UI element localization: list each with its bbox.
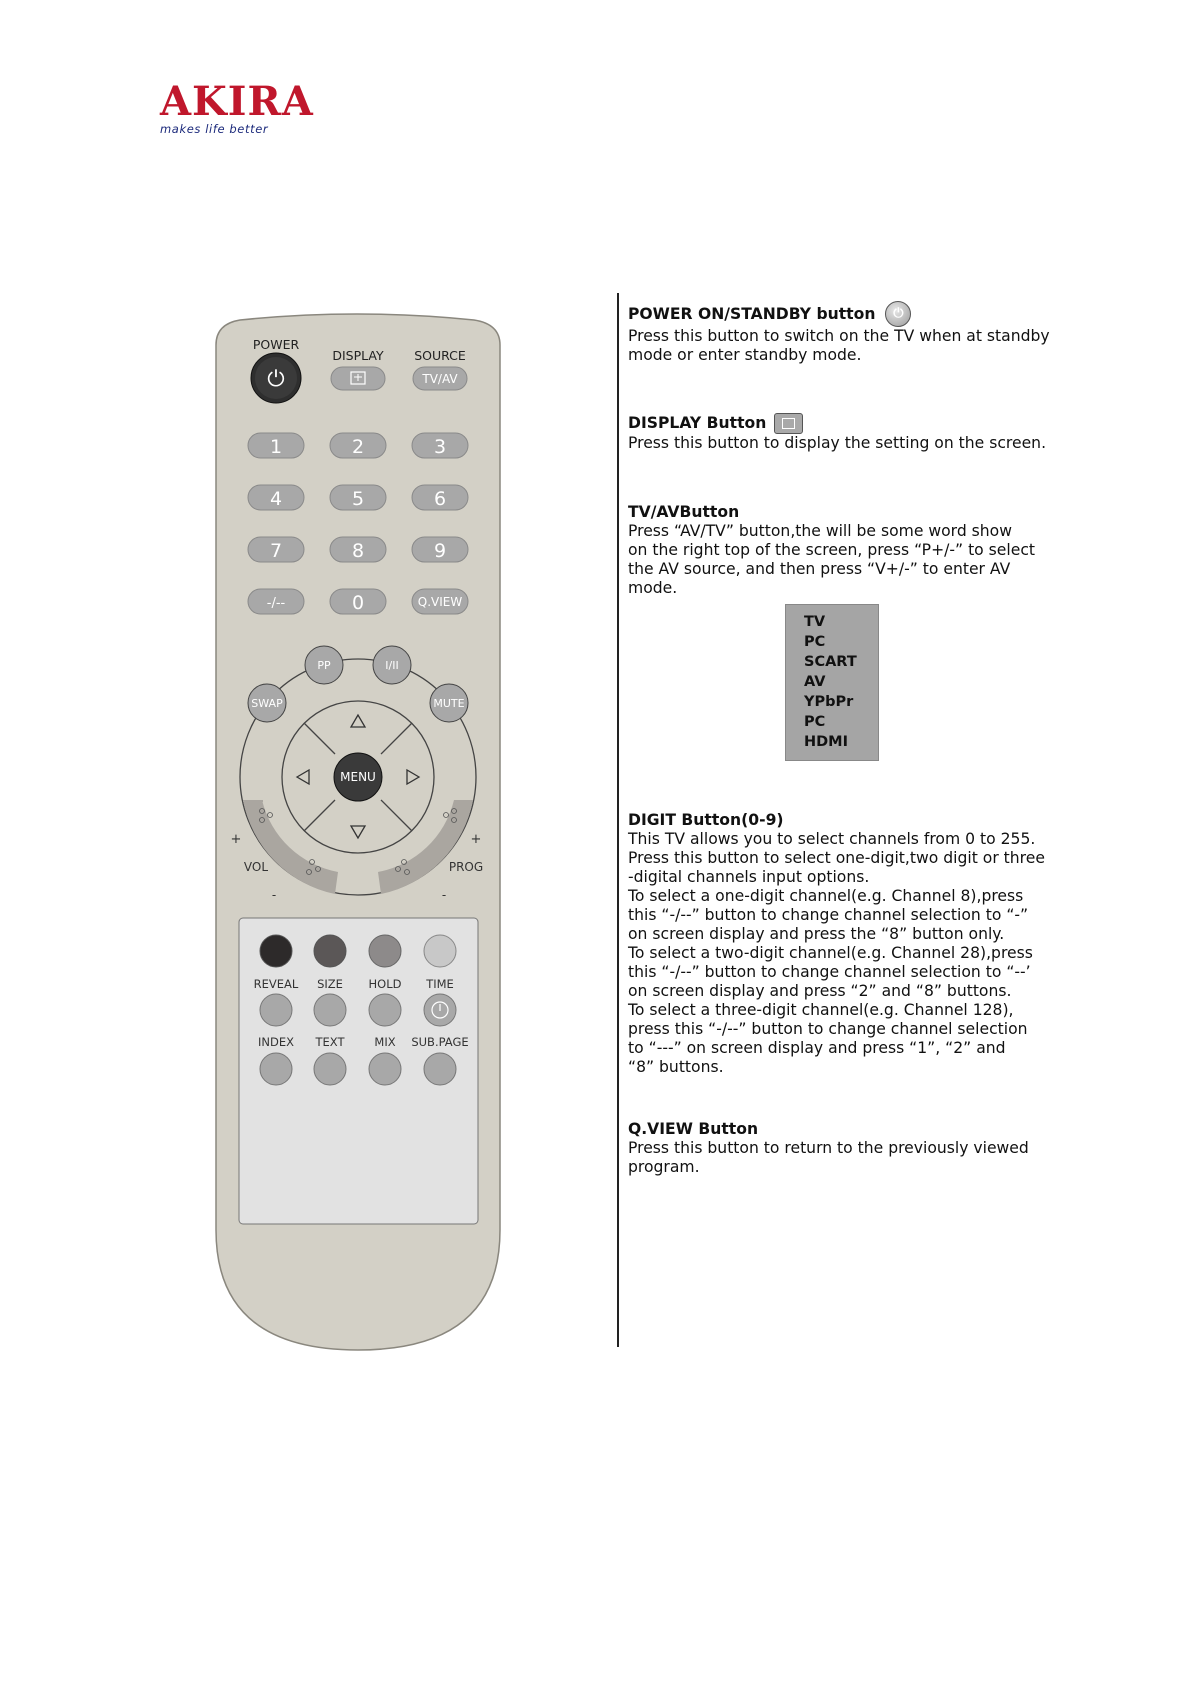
text-line: the AV source, and then press “V+/-” to enter AV: [628, 560, 1011, 578]
digit-5-label: 5: [351, 488, 365, 510]
index-button[interactable]: [260, 1053, 292, 1085]
text-line: this “-/--” button to change channel selection to “--’: [628, 963, 1031, 981]
qview-section-title: Q.VIEW Button: [628, 1120, 759, 1138]
text-line: Press this button to return to the previously viewed: [628, 1139, 1029, 1157]
mix-label: MIX: [374, 1035, 396, 1049]
display-button[interactable]: [331, 367, 385, 390]
text-line: press this “-/--” button to change channel selection: [628, 1020, 1028, 1038]
power-section-body: [628, 327, 1058, 365]
menu-button-label: MENU: [340, 770, 376, 784]
vol-minus-label: -: [271, 888, 277, 902]
text-line: mode or enter standby mode.: [628, 346, 862, 364]
prog-minus-label: -: [441, 888, 447, 902]
tvav-section-body: [628, 522, 1058, 598]
hold-label: HOLD: [368, 977, 402, 991]
source-button-label: TV/AV: [422, 372, 458, 386]
source-item: HDMI: [804, 734, 848, 750]
display-section: [628, 413, 1058, 453]
text-line: to “---” on screen display and press “1”, “2” and: [628, 1039, 1006, 1057]
qview-section-body: [628, 1139, 1058, 1177]
text-line: To select a three-digit channel(e.g. Channel 128),: [628, 1001, 1014, 1019]
text-line: program.: [628, 1158, 700, 1176]
tvav-section: [628, 503, 1058, 598]
mix-button[interactable]: [369, 1053, 401, 1085]
display-section-title: DISPLAY Button: [628, 413, 1058, 434]
time-label: TIME: [426, 977, 454, 991]
reveal-label: REVEAL: [253, 977, 299, 991]
text-line: on screen display and press “2” and “8” buttons.: [628, 982, 1012, 1000]
power-icon: [885, 301, 911, 327]
yellow-key-button[interactable]: [369, 935, 401, 967]
size-label: SIZE: [317, 977, 343, 991]
display-label: DISPLAY: [332, 348, 384, 363]
red-key-button[interactable]: [260, 935, 292, 967]
prog-plus-label: +: [470, 832, 482, 847]
source-item: TV: [804, 614, 826, 630]
vol-plus-label: +: [230, 832, 242, 847]
power-section-title: POWER ON/STANDBY button ⏻: [628, 301, 1058, 327]
text-line: To select a one-digit channel(e.g. Channel 8),press: [628, 887, 1024, 905]
source-list-box: [785, 604, 879, 761]
text-line: on screen display and press the “8” button only.: [628, 925, 1005, 943]
source-item: AV: [804, 674, 826, 690]
digit-7-label: 7: [269, 540, 283, 562]
text-line: Press this button to switch on the TV when at standby: [628, 327, 1050, 345]
reveal-button[interactable]: [260, 994, 292, 1026]
text-button[interactable]: [314, 1053, 346, 1085]
digit-8-label: 8: [351, 540, 365, 562]
brand-tagline: makes life better: [160, 122, 269, 136]
brand-name: AKIRA: [160, 78, 314, 125]
power-icon: ⏻: [267, 367, 285, 392]
source-item: PC: [804, 714, 826, 730]
text-line: on the right top of the screen, press “P+/-” to select: [628, 541, 1036, 559]
display-icon: [774, 413, 803, 434]
text-line: “8” buttons.: [628, 1058, 724, 1076]
size-button[interactable]: [314, 994, 346, 1026]
digit-6-label: 6: [433, 488, 447, 510]
index-label: INDEX: [258, 1035, 294, 1049]
green-key-button[interactable]: [314, 935, 346, 967]
digit-1-label: 1: [269, 436, 283, 458]
digit-9-label: 9: [433, 540, 447, 562]
tvav-section-title: TV/AVButton: [628, 503, 740, 521]
digit-2-label: 2: [351, 436, 365, 458]
source-item: PC: [804, 634, 826, 650]
qview-section: [628, 1120, 1058, 1177]
prog-label: PROG: [448, 860, 484, 874]
display-section-body: [628, 434, 1058, 453]
mute-button-label: MUTE: [433, 697, 465, 710]
text-line: -digital channels input options.: [628, 868, 870, 886]
text-line: To select a two-digit channel(e.g. Channel 28),press: [628, 944, 1033, 962]
subpage-button[interactable]: [424, 1053, 456, 1085]
vol-label: VOL: [243, 860, 269, 874]
text-label: TEXT: [315, 1035, 345, 1049]
text-line: mode.: [628, 579, 678, 597]
text-line: Press this button to select one-digit,two digit or three: [628, 849, 1045, 867]
power-section: [628, 301, 1058, 365]
subpage-label: SUB.PAGE: [411, 1035, 469, 1049]
digit-0-label: 0: [351, 592, 365, 614]
qview-button-label: Q.VIEW: [417, 595, 463, 609]
digit-4-label: 4: [269, 488, 283, 510]
source-label: SOURCE: [414, 348, 466, 363]
source-item: SCART: [804, 654, 857, 670]
digit-section: [628, 811, 1058, 1077]
text-line: Press this button to display the setting on the screen.: [628, 434, 1047, 452]
dash-button-label: -/--: [266, 596, 286, 611]
pp-button-label: PP: [317, 659, 331, 672]
source-item: YPbPr: [804, 694, 854, 710]
text-line: This TV allows you to select channels from 0 to 255.: [628, 830, 1036, 848]
text-line: Press “AV/TV” button,the will be some word show: [628, 522, 1012, 540]
power-label: POWER: [252, 337, 300, 352]
digit-section-title: DIGIT Button(0-9): [628, 811, 784, 829]
hold-button[interactable]: [369, 994, 401, 1026]
digit-section-body: [628, 830, 1058, 1077]
time-button[interactable]: [424, 994, 456, 1026]
digit-3-label: 3: [433, 436, 447, 458]
text-line: this “-/--” button to change channel selection to “-”: [628, 906, 1029, 924]
vol-arc-base: [243, 800, 263, 802]
column-divider: [617, 293, 619, 1347]
swap-button-label: SWAP: [251, 697, 283, 710]
blue-key-button[interactable]: [424, 935, 456, 967]
audio-button-label: I/II: [385, 659, 399, 672]
